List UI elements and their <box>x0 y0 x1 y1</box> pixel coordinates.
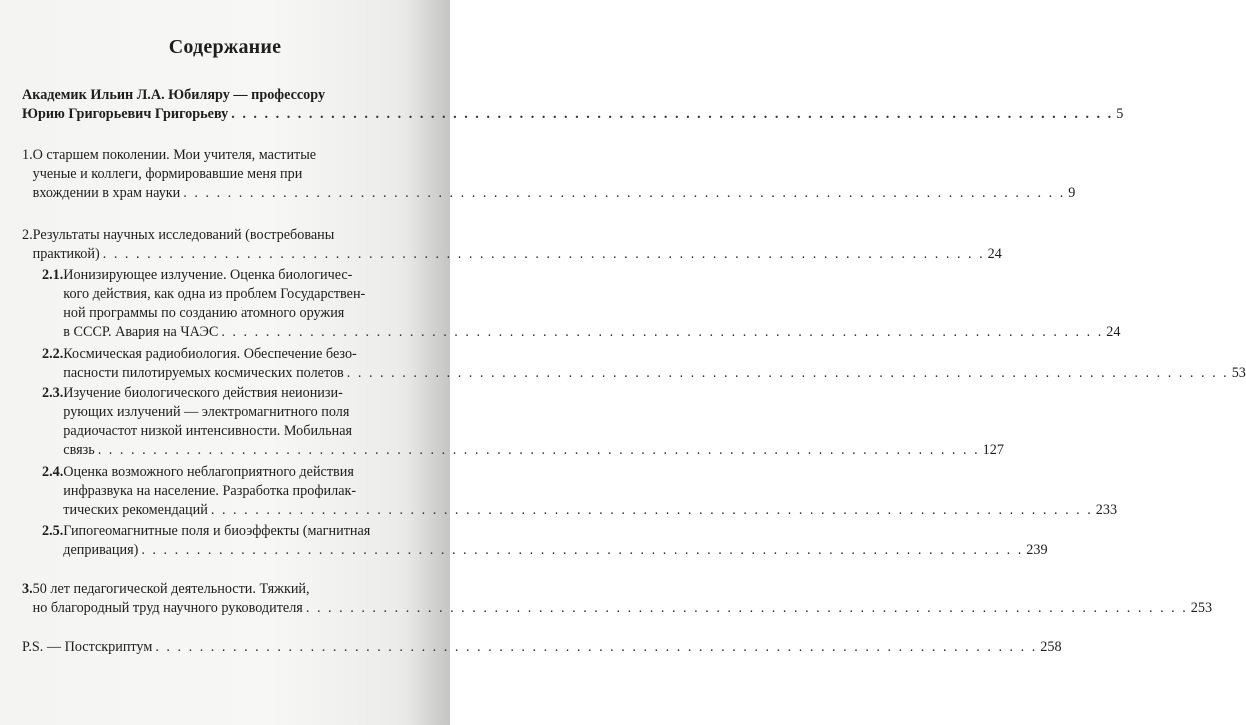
leader-dots <box>306 599 1188 618</box>
toc-entry-2-4[interactable] <box>42 463 1118 520</box>
toc-entry-text: Результаты научных исследований (востребованы <box>32 227 335 243</box>
toc-entry-text: Изучение биологического действия неионизи- <box>63 385 343 401</box>
toc-entry-text: Юрию Григорьевич Григорьеву <box>22 106 229 122</box>
toc-entry-text: но благородный труд научного руководителя <box>32 600 303 616</box>
toc-entry-number: 2.3. <box>42 385 64 401</box>
toc-page-number: 258 <box>1040 639 1062 655</box>
toc-entry-text: Ионизирующее излучение. Оценка биологичес- <box>63 267 353 283</box>
toc-entry-2-5[interactable] <box>42 522 1048 560</box>
toc-entry-ps[interactable] <box>22 638 1062 657</box>
toc-entry-text: ной программы по созданию атомного оружия <box>63 305 345 321</box>
toc-page-number: 5 <box>1116 106 1124 122</box>
toc-entry-number: 2.4. <box>42 464 64 480</box>
toc-page-number: 24 <box>987 246 1002 262</box>
toc-entry-text: 50 лет педагогической деятельности. Тяжкий, <box>32 581 310 597</box>
leader-dots <box>347 364 1229 383</box>
toc-entry-text: тических рекомендаций <box>63 502 208 518</box>
toc-entry-number: 1. <box>22 147 33 163</box>
toc-entry-text: инфразвука на население. Разработка профилак- <box>63 483 357 499</box>
toc-entry-number: 3. <box>22 581 33 597</box>
toc-entry-number: 2.5. <box>42 523 64 539</box>
toc-entry-text: в СССР. Авария на ЧАЭС <box>63 324 219 340</box>
toc-page-number: 253 <box>1190 600 1213 616</box>
toc-page-number: 9 <box>1068 185 1076 201</box>
toc-page-number: 239 <box>1026 542 1048 558</box>
toc-page-number: 24 <box>1106 324 1121 340</box>
leader-dots <box>98 441 980 460</box>
toc-entry-text: вхождении в храм науки <box>32 185 181 201</box>
leader-dots <box>211 501 1093 520</box>
toc-entry-text: ученые и коллеги, формировавшие меня при <box>32 166 303 182</box>
toc-entry-number: 2. <box>22 227 33 243</box>
toc-page-number: 127 <box>982 442 1004 458</box>
toc-entry-1[interactable] <box>22 146 1076 203</box>
toc-entry-2-3[interactable] <box>42 384 1004 460</box>
toc-entry-text: P.S. — Постскриптум <box>22 639 153 655</box>
leader-dots <box>231 105 1113 124</box>
toc-entry-text: радиочастот низкой интенсивности. Мобильная <box>63 423 353 439</box>
leader-dots <box>183 184 1065 203</box>
toc-entry-text: практикой) <box>32 246 100 262</box>
toc-entry-text: Оценка возможного неблагоприятного действия <box>63 464 354 480</box>
toc-entry-number: 2.2. <box>42 346 64 362</box>
leader-dots <box>103 245 985 264</box>
toc-entry-2-2[interactable] <box>42 345 1246 383</box>
toc-entry-text: рующих излучений — электромагнитного поля <box>63 404 350 420</box>
toc-entry-text: О старшем поколении. Мои учителя, маститые <box>32 147 317 163</box>
toc-entry-text: Академик Ильин Л.А. Юбиляру — профессору <box>22 87 326 103</box>
toc-page-number: 233 <box>1095 502 1118 518</box>
toc-entry-2[interactable] <box>22 226 1002 264</box>
toc-entry-number: 2.1. <box>42 267 64 283</box>
page-title: Содержание <box>168 36 282 58</box>
toc-entry-text: кого действия, как одна из проблем Государствен- <box>63 286 366 302</box>
toc-entry-text: связь <box>63 442 95 458</box>
toc-entry-2-1[interactable] <box>42 266 1121 342</box>
toc-entry-3[interactable] <box>22 580 1213 618</box>
toc-page-number: 53 <box>1231 365 1246 381</box>
leader-dots <box>141 541 1023 560</box>
toc-entry-text: пасности пилотируемых космических полетов <box>63 365 344 381</box>
toc-entry-text: Космическая радиобиология. Обеспечение безо- <box>63 346 357 362</box>
toc-entry-jubilee[interactable] <box>22 86 1124 124</box>
leader-dots <box>221 323 1103 342</box>
leader-dots <box>155 638 1037 657</box>
toc-entry-text: Гипогеомагнитные поля и биоэффекты (магнитная <box>63 523 371 539</box>
toc-entry-text: депривация) <box>63 542 139 558</box>
